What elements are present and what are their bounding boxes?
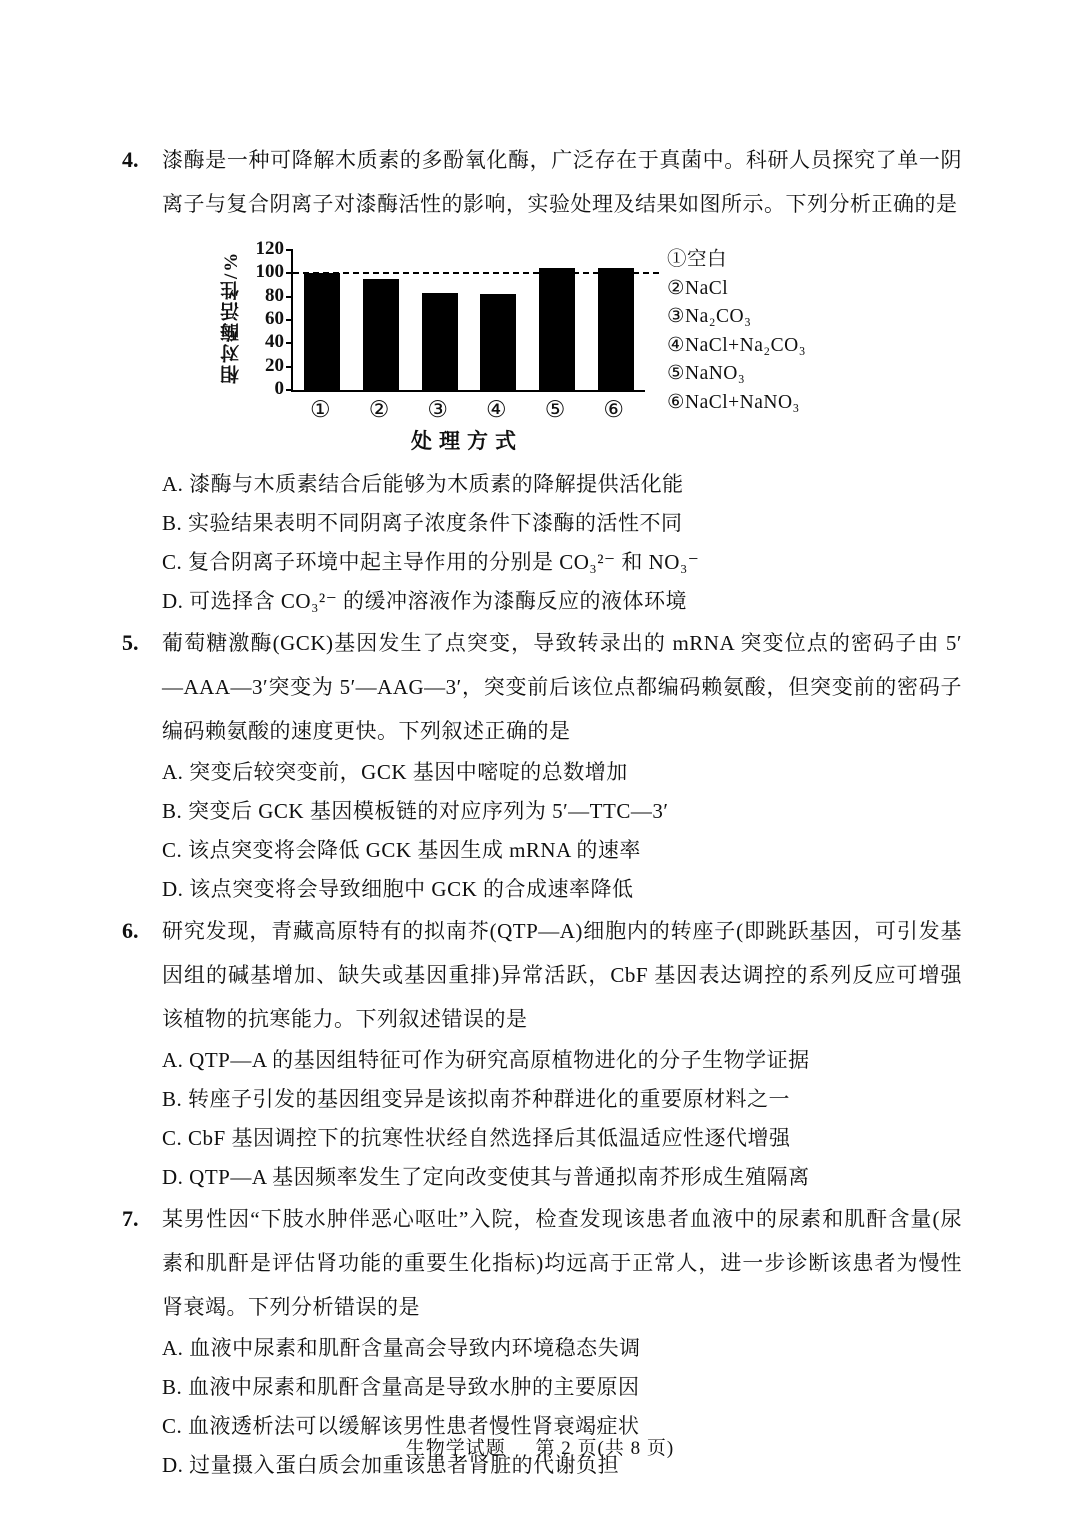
y-axis-tick-mark <box>286 389 293 391</box>
chart-x-labels <box>291 397 643 423</box>
bar-① <box>304 273 340 390</box>
footer-doc-title: 生物学试题 <box>405 1438 506 1459</box>
bar-④ <box>480 294 516 390</box>
legend-item: ⑤NaNO₃ <box>667 363 746 384</box>
question-6-stem: 研究发现，青藏高原特有的拟南芥(QTP—A)细胞内的转座子(即跳跃基因，可引发基因组的碱基增加、缺失或基因重排)异常活跃，CbF 基因表达调控的系列反应可增强该植物的抗寒能力。下列叙述错误的是 <box>162 919 962 1031</box>
chart-x-axis-title: 处理方式 <box>411 429 523 453</box>
question-7-number: 7. <box>122 1206 139 1231</box>
q4-option-d: D. 可选择含 CO₃²⁻ 的缓冲溶液作为漆酶反应的液体环境 <box>162 589 688 613</box>
y-axis-tick-mark <box>286 249 293 251</box>
q5-option-c: C. 该点突变将会降低 GCK 基因生成 mRNA 的速率 <box>162 838 641 862</box>
question-6 <box>122 909 962 1197</box>
footer-page-info: 第 2 页(共 8 页) <box>535 1438 675 1459</box>
enzyme-activity-chart <box>218 240 962 455</box>
q4-option-a: A. 漆酶与木质素结合后能够为木质素的降解提供活化能 <box>162 472 684 496</box>
question-7-stem: 某男性因“下肢水肿伴恶心呕吐”入院，检查发现该患者血液中的尿素和肌酐含量(尿素和肌酐是评估肾功能的重要生化指标)均远高于正常人，进一步诊断该患者为慢性肾衰竭。下列分析错误的是 <box>162 1207 962 1319</box>
y-axis-tick-mark <box>286 272 293 274</box>
x-axis-category-label: ⑥ <box>603 397 624 422</box>
y-axis-tick-mark <box>286 296 293 298</box>
q6-option-b: B. 转座子引发的基因组变异是该拟南芥种群进化的重要原材料之一 <box>162 1087 791 1111</box>
question-4-stem: 漆酶是一种可降解木质素的多酚氧化酶，广泛存在于真菌中。科研人员探究了单一阴离子与复合阴离子对漆酶活性的影响，实验处理及结果如图所示。下列分析正确的是 <box>162 148 962 216</box>
q5-option-b: B. 突变后 GCK 基因模板链的对应序列为 5′—TTC—3′ <box>162 799 669 823</box>
y-axis-tick-label: 120 <box>255 238 284 259</box>
x-axis-category-label: ② <box>368 397 390 422</box>
question-6-number: 6. <box>122 918 139 943</box>
bar-⑥ <box>598 268 634 391</box>
q7-option-c: C. 血液透析法可以缓解该男性患者慢性肾衰竭症状 <box>162 1414 640 1438</box>
bar-② <box>363 279 399 390</box>
question-4-number: 4. <box>122 147 139 172</box>
y-axis-tick-mark <box>286 319 293 321</box>
question-5 <box>122 621 962 909</box>
x-axis-category-label: ⑤ <box>544 397 566 422</box>
q7-option-a: A. 血液中尿素和肌酐含量高会导致内环境稳态失调 <box>162 1336 641 1360</box>
legend-item: ①空白 <box>667 249 728 270</box>
y-axis-tick-mark <box>286 342 293 344</box>
q4-option-b: B. 实验结果表明不同阴离子浓度条件下漆酶的活性不同 <box>162 511 683 535</box>
y-axis-tick-mark <box>286 366 293 368</box>
legend-item: ⑥NaCl+NaNO₃ <box>667 391 800 413</box>
question-4 <box>122 138 962 621</box>
q5-option-a: A. 突变后较突变前，GCK 基因中嘧啶的总数增加 <box>162 760 628 784</box>
q7-option-b: B. 血液中尿素和肌酐含量高是导致水肿的主要原因 <box>162 1375 640 1399</box>
question-5-stem: 葡萄糖激酶(GCK)基因发生了点突变，导致转录出的 mRNA 突变位点的密码子由 5′—AAA—3′突变为 5′—AAG—3′，突变前后该位点都编码赖氨酸，但突变前的密码子编码赖氨酸的速度更快。下列叙述正确的是 <box>162 631 962 743</box>
y-axis-tick-label: 100 <box>255 261 284 283</box>
y-axis-tick-label: 60 <box>265 308 284 329</box>
question-5-number: 5. <box>122 630 139 655</box>
legend-item: ④NaCl+Na₂CO₃ <box>667 334 807 356</box>
y-axis-tick-label: 40 <box>265 331 284 353</box>
q7-option-d: D. 过量摄入蛋白质会加重该患者肾脏的代谢负担 <box>162 1453 620 1477</box>
chart-y-axis-label: 相对酶活性/% <box>221 250 242 384</box>
legend-item: ②NaCl <box>667 277 729 299</box>
chart-plot <box>255 238 645 399</box>
page-footer <box>0 1433 1080 1460</box>
q5-option-d: D. 该点突变将会导致细胞中 GCK 的合成速率降低 <box>162 877 634 901</box>
legend-item: ③Na₂CO₃ <box>667 306 752 327</box>
y-axis-tick-label: 20 <box>265 354 284 376</box>
q6-option-c: C. CbF 基因调控下的抗寒性状经自然选择后其低温适应性逐代增强 <box>162 1126 791 1150</box>
x-axis-category-label: ④ <box>486 397 507 422</box>
bar-⑤ <box>539 268 575 391</box>
x-axis-category-label: ③ <box>427 397 448 422</box>
chart-legend <box>667 246 806 417</box>
y-axis-tick-label: 0 <box>274 378 284 399</box>
q6-option-d: D. QTP—A 基因频率发生了定向改变使其与普通拟南芥形成生殖隔离 <box>162 1165 810 1189</box>
y-axis-tick-label: 80 <box>265 284 284 306</box>
x-axis-category-label: ① <box>310 397 331 422</box>
bar-③ <box>422 293 458 390</box>
q6-option-a: A. QTP—A 的基因组特征可作为研究高原植物进化的分子生物学证据 <box>162 1048 810 1072</box>
q4-option-c: C. 复合阴离子环境中起主导作用的分别是 CO₃²⁻ 和 NO₃⁻ <box>162 550 700 574</box>
